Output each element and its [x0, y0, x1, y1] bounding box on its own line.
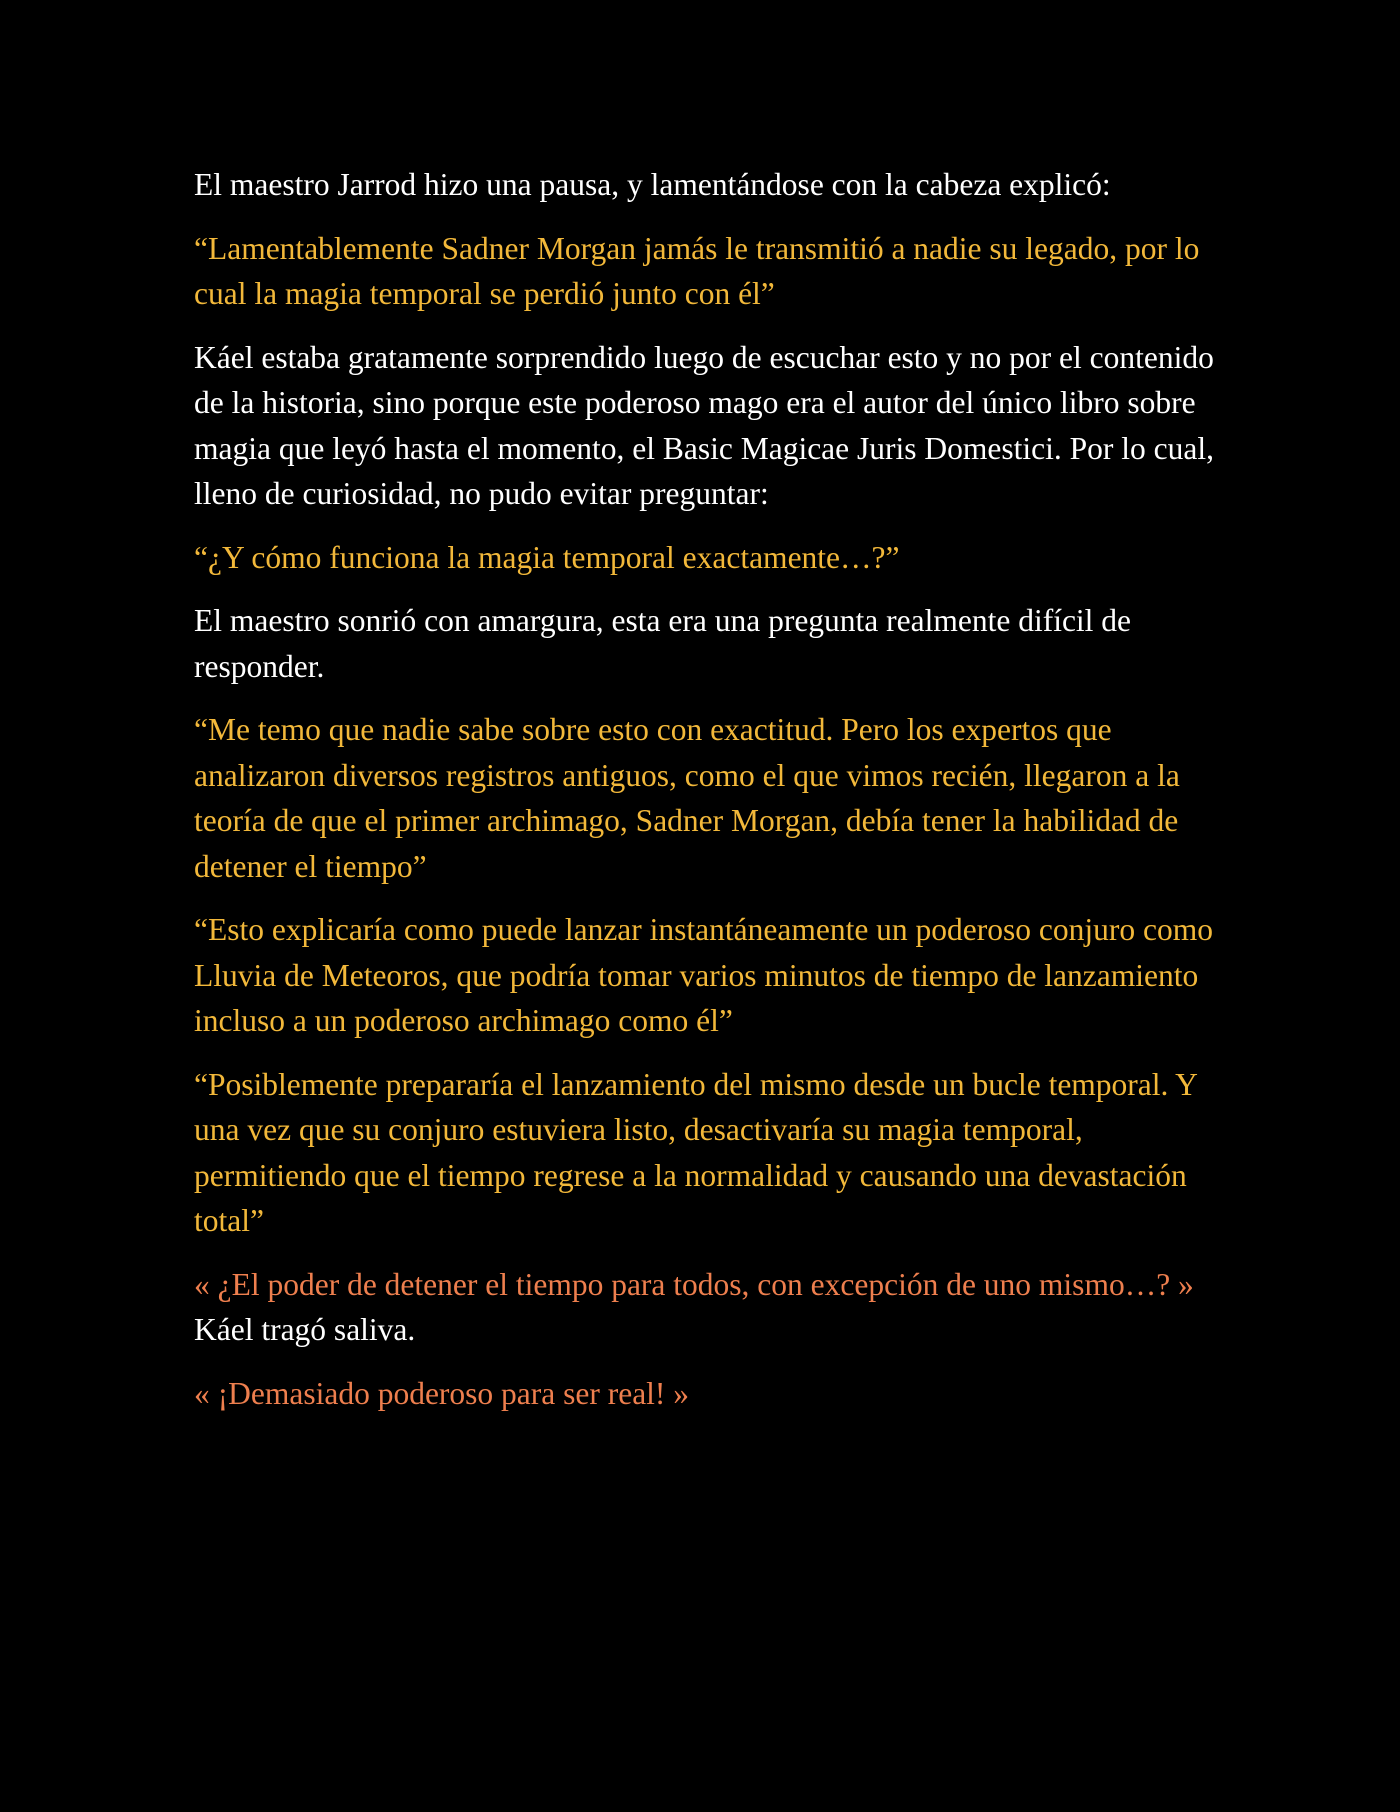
inner-thought-text: « ¿El poder de detener el tiempo para todos, con excepción de uno mismo…? »: [194, 1266, 1194, 1302]
dialogue-paragraph: “Me temo que nadie sabe sobre esto con exactitud. Pero los expertos que analizaron diversos registros antiguos, como el que vimos recién, llegaron a la teoría de que el primer archimago, Sadner Morgan, debía tener la habilidad de detener el tiempo”: [194, 712, 1180, 884]
thought-paragraph: « ¡Demasiado poderoso para ser real! »: [194, 1375, 690, 1411]
dialogue-paragraph: “Lamentablemente Sadner Morgan jamás le transmitió a nadie su legado, por lo cual la magia temporal se perdió junto con él”: [194, 230, 1200, 311]
narration-paragraph: El maestro Jarrod hizo una pausa, y lamentándose con la cabeza explicó:: [194, 167, 1111, 202]
inline-narration-text: Káel tragó saliva.: [194, 1312, 416, 1347]
document-page: [194, 162, 1214, 1434]
dialogue-paragraph: “Esto explicaría como puede lanzar instantáneamente un poderoso conjuro como Lluvia de Meteoros, que podría tomar varios minutos de tiempo de lanzamiento incluso a un poderoso archimago como él”: [194, 912, 1213, 1038]
thought-paragraph: [194, 1262, 1214, 1353]
narration-paragraph: El maestro sonrió con amargura, esta era una pregunta realmente difícil de responder.: [194, 603, 1132, 684]
dialogue-paragraph: “Posiblemente prepararía el lanzamiento del mismo desde un bucle temporal. Y una vez que su conjuro estuviera listo, desactivaría su magia temporal, permitiendo que el tiempo regrese a la normalidad y causando una devastación total”: [194, 1066, 1197, 1238]
dialogue-paragraph: “¿Y cómo funciona la magia temporal exactamente…?”: [194, 539, 900, 575]
narration-paragraph: Káel estaba gratamente sorprendido luego de escuchar esto y no por el contenido de la historia, sino porque este poderoso mago era el autor del único libro sobre magia que leyó hasta el momento, el Basic Magicae Juris Domestici. Por lo cual, lleno de curiosidad, no pudo evitar preguntar:: [194, 339, 1214, 511]
